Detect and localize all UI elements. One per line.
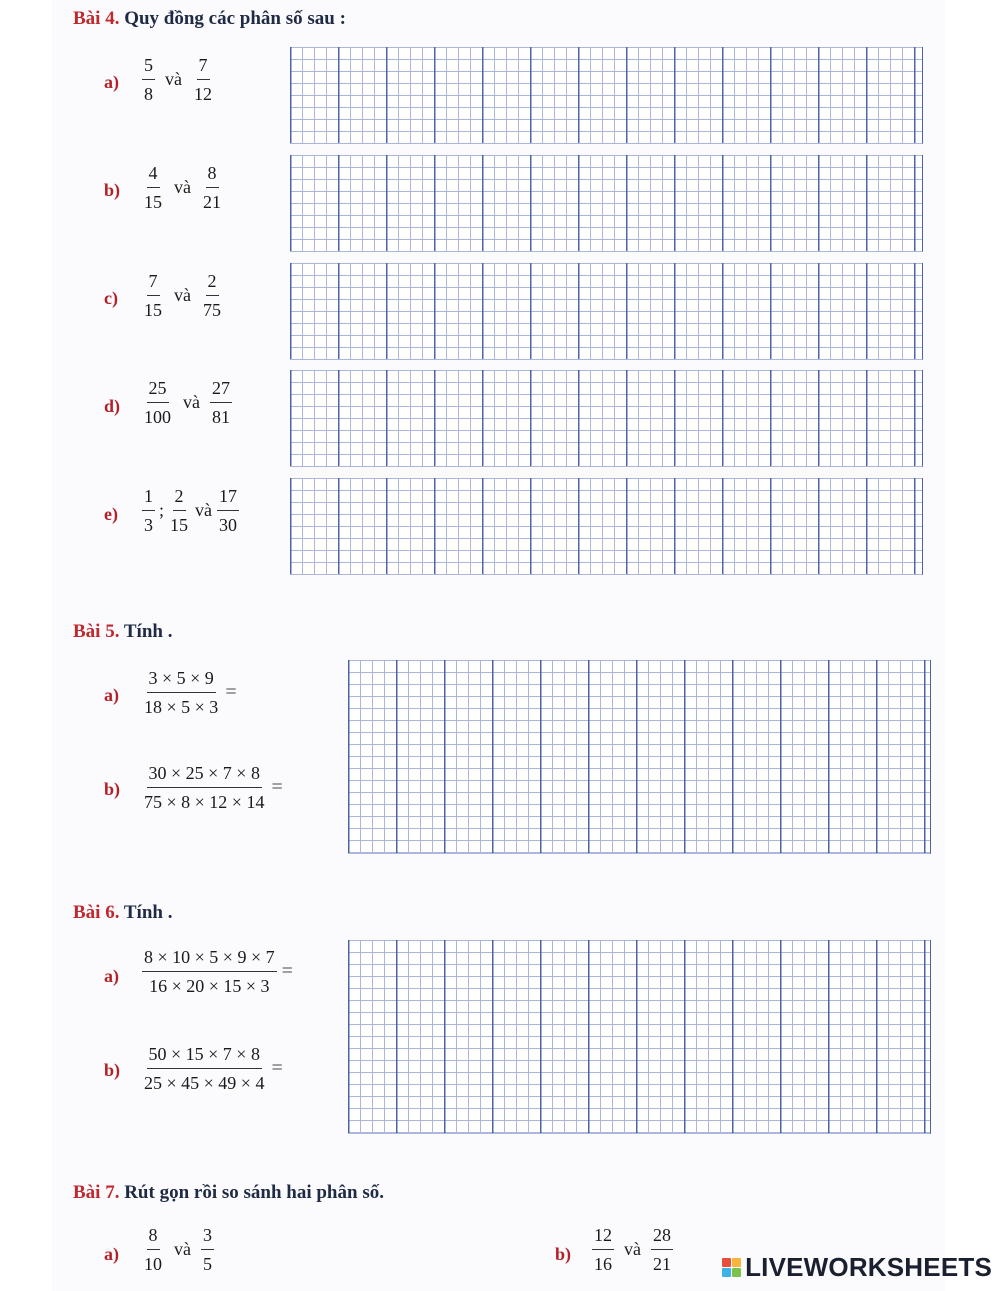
- bai4-heading: Bài 4. Quy đồng các phân số sau :: [73, 8, 346, 29]
- bai5-b-label: b): [104, 779, 121, 799]
- bai4-c-answer-grid[interactable]: [290, 263, 923, 360]
- bai6-b-label: b): [104, 1060, 121, 1080]
- bai5-heading: Bài 5. Tính .: [73, 621, 173, 642]
- bai7-b-expression: $\frac{12}{16}$ và $\frac{28}{21}$: [594, 1225, 671, 1274]
- bai4-e-answer-grid[interactable]: [290, 478, 923, 575]
- bai6-a-expression: $\frac{8 \times 10 \times 5 \times 9 \times 7}{16 \times 20 \times 15 \times 3}$ =: [144, 947, 293, 996]
- bai7-b-label: b): [555, 1244, 572, 1264]
- bai4-c-label: c): [104, 288, 118, 308]
- bai7-a-label: a): [104, 1244, 119, 1264]
- bai6-heading: Bài 6. Tính .: [73, 902, 173, 923]
- bai4-b-expression: $\frac{4}{15}$ và $\frac{8}{21}$: [144, 163, 221, 212]
- bai5-answer-grid[interactable]: [348, 660, 931, 854]
- bai4-d-expression: $\frac{25}{100}$ và $\frac{27}{81}$: [144, 378, 230, 427]
- logo-square-yellow: [732, 1258, 741, 1267]
- bai4-c-expression: $\frac{7}{15}$ và $\frac{2}{75}$: [144, 271, 221, 320]
- bai4-b-label: b): [104, 180, 121, 200]
- liveworksheets-text: LIVEWORKSHEETS: [745, 1252, 992, 1282]
- logo-square-red: [722, 1258, 731, 1267]
- logo-square-green: [732, 1268, 741, 1277]
- bai4-a-expression: $\frac{5}{8}$ và $\frac{7}{12}$: [144, 55, 212, 104]
- bai4-d-answer-grid[interactable]: [290, 370, 923, 467]
- liveworksheets-logo: [722, 1252, 992, 1283]
- liveworksheets-mark-icon: [722, 1258, 741, 1277]
- bai7-heading: Bài 7. Rút gọn rồi so sánh hai phân số.: [73, 1182, 384, 1203]
- bai7-a-expression: $\frac{8}{10}$ và $\frac{3}{5}$: [144, 1225, 212, 1274]
- bai6-b-expression: $\frac{50 \times 15 \times 7 \times 8}{25 \times 45 \times 49 \times 4}$ =: [144, 1044, 283, 1093]
- bai4-d-label: d): [104, 396, 121, 416]
- bai4-e-expression: $\frac{1}{3}$ ; $\frac{2}{15}$ và $\frac{17}{30}$: [144, 486, 238, 535]
- bai5-a-expression: $\frac{3 \times 5 \times 9}{18 \times 5 \times 3}$ =: [144, 668, 237, 717]
- bai6-a-label: a): [104, 966, 119, 986]
- bai4-e-label: e): [104, 504, 118, 524]
- logo-square-blue: [722, 1268, 731, 1277]
- bai4-b-answer-grid[interactable]: [290, 155, 923, 252]
- bai4-a-label: a): [104, 72, 119, 92]
- bai4-a-answer-grid[interactable]: [290, 47, 923, 144]
- bai5-b-expression: $\frac{30 \times 25 \times 7 \times 8}{75 \times 8 \times 12 \times 14}$ =: [144, 763, 283, 812]
- bai6-answer-grid[interactable]: [348, 940, 931, 1134]
- bai5-a-label: a): [104, 685, 119, 705]
